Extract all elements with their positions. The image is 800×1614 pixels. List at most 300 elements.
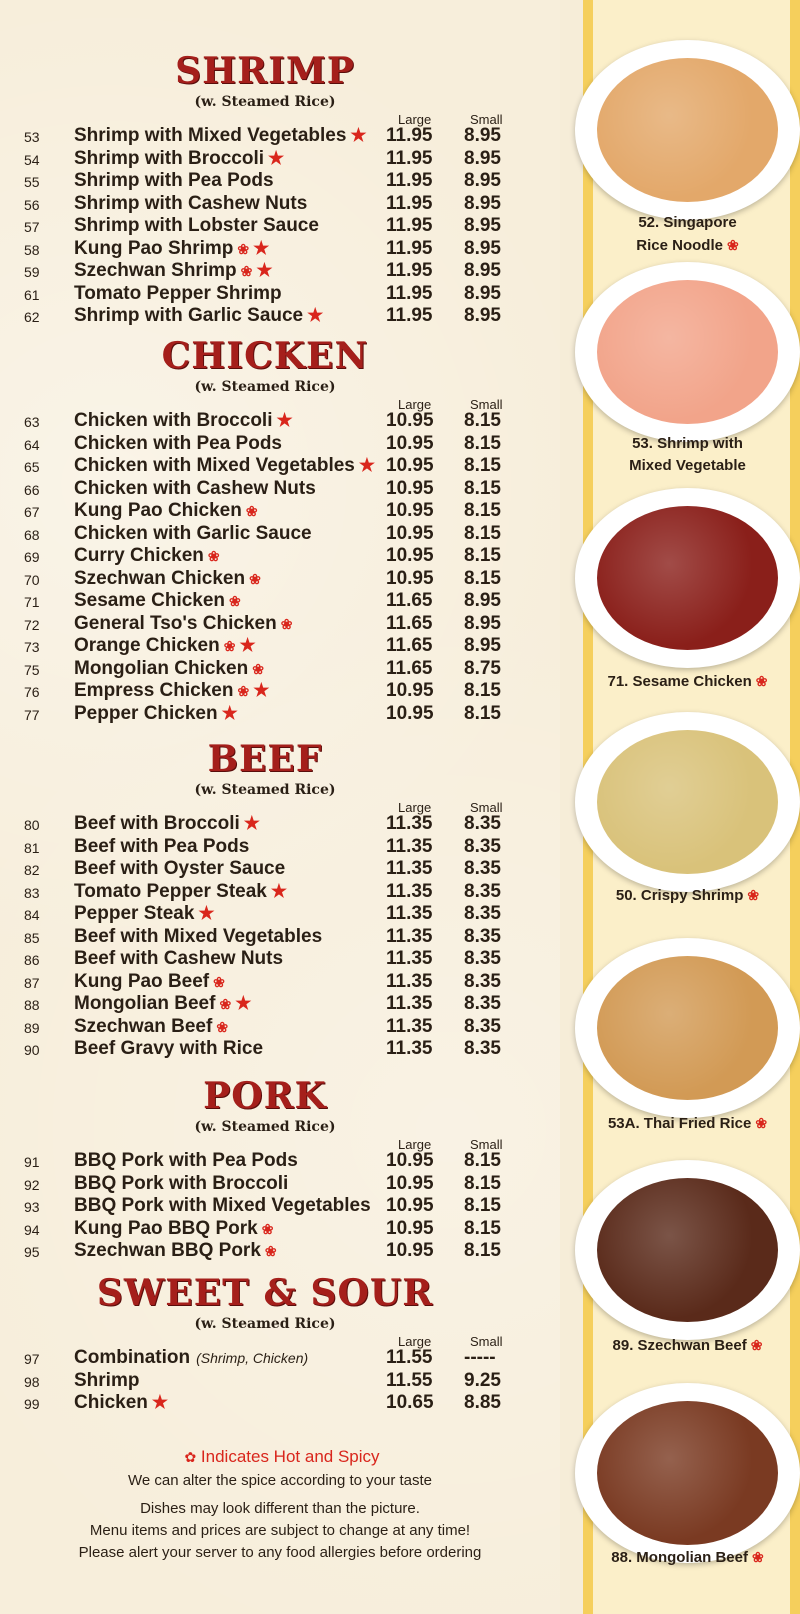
menu-item-row — [0, 813, 560, 836]
item-number: 54 — [24, 151, 40, 168]
item-name — [74, 215, 319, 237]
item-name-text: Empress Chicken — [74, 680, 234, 701]
menu-item-row — [0, 1240, 560, 1263]
item-name-text: Chicken with Broccoli — [74, 410, 273, 431]
item-name-text: Shrimp — [74, 1369, 140, 1391]
column-header-small: Small — [470, 800, 503, 815]
price-small: 8.35 — [464, 925, 501, 947]
item-name — [74, 500, 258, 522]
section-title: PORK — [203, 1075, 327, 1117]
price-small: 8.35 — [464, 813, 501, 834]
item-name-text: Mongolian Beef — [74, 993, 216, 1014]
item-name — [74, 1370, 139, 1392]
price-large: 10.65 — [386, 1392, 434, 1413]
item-name — [74, 478, 316, 500]
price-small: 8.95 — [464, 305, 501, 326]
photo-caption — [585, 1112, 790, 1135]
price-large: 11.65 — [386, 612, 433, 634]
item-name — [74, 260, 272, 282]
food-image — [597, 506, 778, 650]
menu-item-row — [0, 1347, 560, 1370]
menu-item-row — [0, 523, 560, 546]
item-number: 84 — [24, 907, 40, 923]
price-small: 8.35 — [464, 880, 501, 902]
item-name — [74, 410, 293, 432]
item-name — [74, 836, 249, 858]
item-number: 82 — [24, 862, 40, 878]
price-large: 11.95 — [386, 282, 433, 304]
price-small: 8.15 — [464, 410, 501, 431]
price-large: 11.35 — [386, 903, 433, 924]
price-small: 8.95 — [464, 590, 501, 611]
star-icon: ★ — [253, 237, 270, 258]
item-name — [74, 283, 282, 305]
menu-item-row — [0, 193, 560, 216]
menu-item-row — [0, 410, 560, 433]
menu-item-row — [0, 500, 560, 523]
item-name — [74, 993, 251, 1015]
caption-line: 88. Mongolian Beef ❀ — [611, 1549, 764, 1566]
item-number: 92 — [24, 1176, 40, 1193]
disclaimer-1: Dishes may look different than the picture. — [140, 1500, 420, 1517]
photo-caption — [585, 884, 790, 907]
item-number: 97 — [24, 1351, 40, 1367]
menu-item-row — [0, 948, 560, 971]
price-small: 8.95 — [464, 635, 501, 656]
item-name — [74, 1347, 308, 1369]
price-small: 8.15 — [464, 680, 501, 701]
item-number: 56 — [24, 196, 40, 213]
price-large: 11.35 — [386, 1038, 433, 1059]
photo-caption — [585, 670, 790, 693]
item-number: 91 — [24, 1154, 40, 1170]
price-small: 8.35 — [464, 903, 501, 924]
star-icon: ★ — [243, 813, 260, 833]
item-name-text: Shrimp with Mixed Vegetables — [74, 125, 347, 146]
item-number: 53 — [24, 129, 40, 145]
item-name — [74, 568, 261, 590]
chili-pepper-icon: ❀ — [755, 673, 768, 689]
section-subtitle: (w. Steamed Rice) — [194, 379, 336, 395]
item-name — [74, 545, 220, 567]
price-small: 8.95 — [464, 612, 501, 634]
price-large: 10.95 — [386, 432, 434, 454]
chili-pepper-icon: ❀ — [216, 1018, 229, 1035]
item-name-text: Szechwan Beef — [74, 1015, 213, 1037]
menu-item-row — [0, 635, 560, 658]
photo-caption — [585, 212, 790, 257]
item-number: 67 — [24, 504, 40, 520]
item-number: 66 — [24, 481, 40, 498]
item-number: 73 — [24, 639, 40, 655]
chili-pepper-icon: ❀ — [229, 593, 241, 609]
section-subtitle: (w. Steamed Rice) — [194, 94, 336, 110]
price-small: 8.35 — [464, 835, 501, 857]
caption-line: 89. Szechwan Beef ❀ — [612, 1337, 763, 1354]
price-large: 11.35 — [386, 835, 433, 857]
column-header-small: Small — [470, 1137, 503, 1152]
chili-pepper-icon: ❀ — [237, 240, 250, 257]
menu-item-row — [0, 238, 560, 261]
item-name-text: Chicken with Mixed Vegetables — [74, 455, 355, 476]
item-name-text: Pepper Chicken — [74, 702, 218, 724]
photo-caption — [585, 433, 790, 477]
item-number: 59 — [24, 264, 40, 280]
item-name-text: BBQ Pork with Mixed Vegetables — [74, 1195, 371, 1216]
item-name-text: Shrimp with Garlic Sauce — [74, 305, 304, 326]
menu-item-row — [0, 881, 560, 904]
menu-item-row — [0, 1038, 560, 1061]
price-large: 11.95 — [386, 125, 433, 146]
item-name — [74, 1195, 371, 1217]
section-title: SWEET & SOUR — [96, 1272, 434, 1314]
menu-item-row — [0, 658, 560, 681]
item-name-text: Shrimp with Broccoli — [74, 147, 265, 169]
menu-item-row — [0, 305, 560, 328]
chili-pepper-icon: ❀ — [207, 548, 220, 564]
chili-pepper-icon: ✿ — [184, 1449, 197, 1465]
price-small: 8.95 — [464, 192, 501, 214]
price-small: 8.95 — [464, 170, 501, 191]
price-small: 8.15 — [464, 545, 501, 566]
item-number: 64 — [24, 436, 40, 453]
price-large: 11.55 — [386, 1369, 433, 1391]
item-name-text: Kung Pao Beef — [74, 970, 210, 992]
price-large: 11.95 — [386, 305, 433, 326]
item-name-text: Beef with Broccoli — [74, 813, 240, 834]
menu-item-row — [0, 260, 560, 283]
caption-line: 71. Sesame Chicken ❀ — [607, 673, 768, 690]
food-photo — [575, 1383, 800, 1563]
price-large: 10.95 — [386, 1172, 434, 1194]
price-large: 11.95 — [386, 170, 433, 191]
food-photo — [575, 40, 800, 220]
price-large: 10.95 — [386, 680, 434, 701]
item-name — [74, 238, 269, 260]
price-large: 11.55 — [386, 1347, 433, 1368]
item-number: 98 — [24, 1373, 40, 1390]
menu-item-row — [0, 971, 560, 994]
chili-pepper-icon: ❀ — [249, 570, 261, 587]
menu-item-row — [0, 1370, 560, 1393]
item-name-text: BBQ Pork with Broccoli — [74, 1172, 289, 1194]
food-image — [597, 58, 778, 202]
column-header-small: Small — [470, 112, 503, 127]
price-large: 11.65 — [386, 590, 433, 611]
item-number: 87 — [24, 974, 40, 991]
price-small: 8.15 — [464, 500, 501, 521]
item-name — [74, 125, 367, 147]
item-number: 99 — [24, 1396, 40, 1412]
item-name-text: Szechwan Shrimp — [74, 260, 237, 281]
caption-line: 50. Crispy Shrimp ❀ — [615, 887, 760, 904]
chili-pepper-icon: ❀ — [755, 1115, 768, 1131]
item-name — [74, 926, 322, 948]
caption-line: Mixed Vegetable — [629, 457, 746, 474]
menu-item-row — [0, 455, 560, 478]
menu-item-row — [0, 590, 560, 613]
price-small: 8.15 — [464, 1150, 501, 1171]
food-photo — [575, 1160, 800, 1340]
item-number: 93 — [24, 1199, 40, 1215]
item-number: 85 — [24, 929, 40, 946]
price-large: 11.35 — [386, 880, 433, 902]
item-name — [74, 1016, 228, 1038]
item-number: 57 — [24, 219, 40, 235]
item-number: 83 — [24, 884, 40, 901]
price-small: 8.15 — [464, 432, 501, 454]
price-large: 11.35 — [386, 970, 433, 992]
item-name — [74, 635, 256, 657]
item-name-text: General Tso's Chicken — [74, 612, 277, 634]
item-number: 63 — [24, 414, 40, 430]
item-number: 86 — [24, 952, 40, 968]
item-name-text: Kung Pao Chicken — [74, 500, 242, 521]
item-number: 90 — [24, 1042, 40, 1058]
food-image — [597, 956, 778, 1100]
menu-item-row — [0, 545, 560, 568]
food-image — [597, 730, 778, 874]
caption-line: 52. Singapore — [638, 214, 737, 231]
item-number: 65 — [24, 459, 40, 475]
section-subtitle: (w. Steamed Rice) — [194, 1119, 336, 1135]
item-number: 76 — [24, 684, 40, 700]
item-name-text: Beef Gravy with Rice — [74, 1038, 264, 1059]
caption-line: Rice Noodle ❀ — [636, 237, 739, 254]
menu-item-row — [0, 613, 560, 636]
item-name-text: Curry Chicken — [74, 545, 204, 566]
chili-pepper-icon: ❀ — [237, 683, 250, 699]
star-icon: ★ — [253, 680, 270, 700]
menu-item-row — [0, 478, 560, 501]
item-number: 77 — [24, 706, 40, 723]
item-name — [74, 455, 375, 477]
price-small: 8.15 — [464, 522, 501, 544]
price-large: 10.95 — [386, 545, 434, 566]
disclaimer-3: Please alert your server to any food allergies before ordering — [78, 1544, 482, 1561]
column-header-small: Small — [470, 397, 503, 412]
item-name — [74, 948, 283, 970]
chili-pepper-icon: ❀ — [747, 887, 760, 903]
item-name — [74, 170, 274, 192]
price-small: 8.15 — [464, 702, 501, 724]
star-icon: ★ — [239, 635, 256, 655]
food-photo — [575, 262, 800, 442]
price-small: ----- — [464, 1347, 496, 1368]
price-small: 8.15 — [464, 1240, 501, 1261]
star-icon: ★ — [151, 1392, 169, 1412]
star-icon: ★ — [358, 455, 376, 475]
item-number: 72 — [24, 616, 40, 633]
section-title: SHRIMP — [175, 50, 355, 92]
column-header-large: Large — [398, 1334, 432, 1349]
chili-pepper-icon: ❀ — [252, 660, 264, 677]
food-image — [597, 1401, 778, 1545]
price-large: 10.95 — [386, 455, 434, 476]
item-number: 62 — [24, 309, 40, 325]
chili-pepper-icon: ❀ — [245, 503, 258, 519]
column-header-large: Large — [398, 397, 432, 412]
price-large: 11.95 — [386, 147, 433, 169]
star-icon: ★ — [221, 702, 238, 723]
chili-pepper-icon: ❀ — [280, 615, 293, 632]
photo-caption — [585, 1546, 790, 1569]
price-small: 8.95 — [464, 282, 501, 304]
chili-pepper-icon: ❀ — [219, 996, 232, 1012]
price-small: 8.15 — [464, 1195, 501, 1216]
item-name-text: Chicken with Pea Pods — [74, 432, 282, 454]
food-image — [597, 1178, 778, 1322]
item-name-text: Pepper Steak — [74, 903, 195, 924]
item-name-text: Beef with Cashew Nuts — [74, 948, 284, 969]
menu-item-row — [0, 926, 560, 949]
item-name-text: Sesame Chicken — [74, 590, 226, 611]
item-name — [74, 1173, 288, 1195]
item-note: (Shrimp, Chicken) — [196, 1350, 309, 1366]
price-small: 8.15 — [464, 1172, 501, 1194]
price-small: 8.15 — [464, 477, 501, 499]
chili-pepper-icon: ❀ — [223, 638, 236, 654]
item-name — [74, 1240, 277, 1262]
item-name — [74, 658, 264, 680]
price-large: 11.65 — [386, 657, 433, 679]
column-header-small: Small — [470, 1334, 503, 1349]
menu-item-row — [0, 1392, 560, 1415]
item-name-text: Shrimp with Pea Pods — [74, 170, 274, 191]
item-number: 71 — [24, 594, 40, 610]
item-name — [74, 971, 225, 993]
menu-item-row — [0, 215, 560, 238]
star-icon: ★ — [235, 993, 252, 1013]
price-small: 9.25 — [464, 1369, 501, 1391]
photo-caption — [585, 1334, 790, 1357]
item-name — [74, 193, 307, 215]
chili-pepper-icon: ❀ — [213, 973, 225, 990]
price-large: 11.95 — [386, 215, 433, 236]
price-large: 11.35 — [386, 948, 433, 969]
item-number: 55 — [24, 174, 40, 190]
item-name-text: Chicken with Garlic Sauce — [74, 522, 312, 544]
item-name-text: Tomato Pepper Steak — [74, 880, 267, 902]
item-name-text: Beef with Mixed Vegetables — [74, 925, 323, 947]
column-header-large: Large — [398, 1137, 432, 1152]
item-name — [74, 680, 269, 702]
chili-pepper-icon: ❀ — [750, 1337, 763, 1353]
price-large: 10.95 — [386, 702, 434, 724]
column-header-large: Large — [398, 112, 432, 127]
menu-item-row — [0, 170, 560, 193]
star-icon: ★ — [350, 125, 367, 145]
item-name-text: Tomato Pepper Shrimp — [74, 282, 282, 304]
item-name — [74, 881, 287, 903]
menu-item-row — [0, 680, 560, 703]
spice-note: We can alter the spice according to your taste — [127, 1472, 433, 1489]
item-number: 81 — [24, 839, 40, 856]
star-icon: ★ — [256, 260, 273, 280]
price-small: 8.35 — [464, 858, 501, 879]
price-large: 10.95 — [386, 500, 434, 521]
price-small: 8.95 — [464, 260, 501, 281]
item-name-text: Chicken — [74, 1392, 148, 1413]
section-title: BEEF — [207, 738, 323, 780]
item-number: 61 — [24, 286, 40, 303]
section-title: CHICKEN — [161, 335, 369, 377]
item-name-text: Kung Pao BBQ Pork — [74, 1217, 258, 1239]
item-name-text: Chicken with Cashew Nuts — [74, 477, 316, 499]
item-name — [74, 305, 323, 327]
price-large: 10.95 — [386, 1217, 434, 1239]
price-small: 8.15 — [464, 455, 501, 476]
menu-item-row — [0, 858, 560, 881]
column-header-large: Large — [398, 800, 432, 815]
price-small: 8.35 — [464, 1015, 501, 1037]
item-name — [74, 523, 312, 545]
star-icon: ★ — [276, 410, 293, 430]
item-name-text: BBQ Pork with Pea Pods — [74, 1150, 298, 1171]
price-small: 8.85 — [464, 1392, 501, 1413]
star-icon: ★ — [307, 305, 324, 325]
menu-item-row — [0, 125, 560, 148]
item-name — [74, 903, 215, 925]
price-large: 10.95 — [386, 477, 434, 499]
item-name-text: Beef with Pea Pods — [74, 835, 250, 857]
menu-item-row — [0, 903, 560, 926]
item-name — [74, 1218, 273, 1240]
item-name-text: Orange Chicken — [74, 635, 220, 656]
price-large: 11.35 — [386, 993, 433, 1014]
food-photo — [575, 712, 800, 892]
item-name-text: Szechwan BBQ Pork — [74, 1240, 261, 1261]
item-number: 89 — [24, 1019, 40, 1036]
item-number: 80 — [24, 817, 40, 833]
price-small: 8.35 — [464, 948, 501, 969]
chili-pepper-icon: ❀ — [751, 1549, 764, 1565]
price-small: 8.35 — [464, 1038, 501, 1059]
star-icon: ★ — [268, 147, 285, 168]
item-name-text: Shrimp with Lobster Sauce — [74, 215, 319, 236]
item-name — [74, 433, 282, 455]
menu-item-row — [0, 283, 560, 306]
item-name-text: Mongolian Chicken — [74, 657, 249, 679]
price-small: 8.95 — [464, 215, 501, 236]
food-photo — [575, 938, 800, 1118]
food-image — [597, 280, 778, 424]
item-name-text: Shrimp with Cashew Nuts — [74, 192, 308, 214]
price-large: 10.95 — [386, 522, 434, 544]
price-large: 11.35 — [386, 925, 433, 947]
item-number: 68 — [24, 526, 40, 543]
price-large: 10.95 — [386, 567, 434, 589]
item-number: 70 — [24, 571, 40, 588]
price-small: 8.35 — [464, 970, 501, 992]
price-large: 11.65 — [386, 635, 433, 656]
price-small: 8.35 — [464, 993, 501, 1014]
item-number: 95 — [24, 1244, 40, 1260]
item-name — [74, 613, 292, 635]
item-number: 94 — [24, 1221, 40, 1238]
price-large: 10.95 — [386, 1150, 434, 1171]
star-icon: ★ — [198, 903, 215, 923]
section-subtitle: (w. Steamed Rice) — [194, 782, 336, 798]
item-name — [74, 858, 285, 880]
price-large: 11.35 — [386, 858, 433, 879]
item-name — [74, 813, 260, 835]
item-name — [74, 1392, 168, 1414]
price-large: 11.95 — [386, 192, 433, 214]
menu-item-row — [0, 568, 560, 591]
menu-item-row — [0, 1173, 560, 1196]
food-photo — [575, 488, 800, 668]
